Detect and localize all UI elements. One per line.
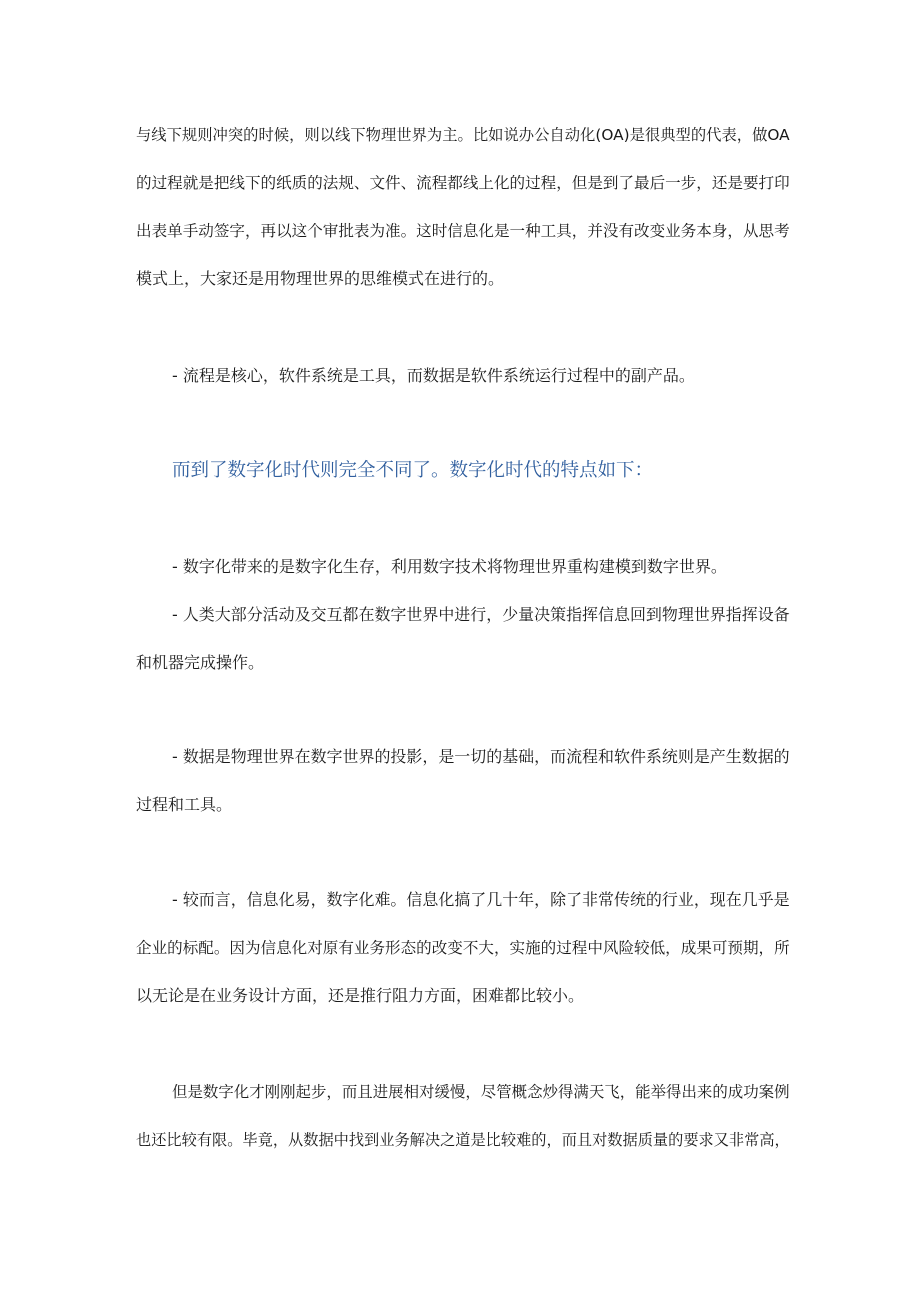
paragraph-line: 也还比较有限。毕竟，从数据中找到业务解决之道是比较难的，而且对数据质量的要求又非常高， — [136, 1131, 790, 1149]
list-item: - 人类大部分活动及交互都在数字世界中进行，少量决策指挥信息回到物理世界指挥设备 — [172, 605, 790, 624]
list-item-continuation: 企业的标配。因为信息化对原有业务形态的改变不大，实施的过程中风险较低，成果可预期，所 — [136, 939, 790, 957]
paragraph-line: 但是数字化才刚刚起步，而且进展相对缓慢，尽管概念炒得满天飞，能举得出来的成功案例 — [172, 1083, 790, 1101]
list-item-continuation: 以无论是在业务设计方面，还是推行阻力方面，困难都比较小。 — [136, 986, 585, 1005]
paragraph-line: 出表单手动签字，再以这个审批表为准。这时信息化是一种工具，并没有改变业务本身，从思考 — [136, 222, 790, 240]
paragraph-line: 模式上，大家还是用物理世界的思维模式在进行的。 — [136, 269, 505, 288]
list-item: - 流程是核心，软件系统是工具，而数据是软件系统运行过程中的副产品。 — [172, 366, 695, 385]
paragraph-line: 与线下规则冲突的时候，则以线下物理世界为主。比如说办公自动化(OA)是很典型的代表，做OA — [136, 126, 790, 144]
list-item: - 较而言，信息化易，数字化难。信息化搞了几十年，除了非常传统的行业，现在几乎是 — [172, 890, 790, 909]
list-item: - 数字化带来的是数字化生存，利用数字技术将物理世界重构建模到数字世界。 — [172, 557, 727, 576]
list-item: - 数据是物理世界在数字世界的投影，是一切的基础，而流程和软件系统则是产生数据的 — [172, 747, 790, 766]
section-heading: 而到了数字化时代则完全不同了。数字化时代的特点如下： — [172, 460, 654, 481]
list-item-continuation: 过程和工具。 — [136, 795, 233, 814]
list-item-continuation: 和机器完成操作。 — [136, 653, 265, 672]
paragraph-line: 的过程就是把线下的纸质的法规、文件、流程都线上化的过程，但是到了最后一步，还是要打印 — [136, 174, 790, 192]
